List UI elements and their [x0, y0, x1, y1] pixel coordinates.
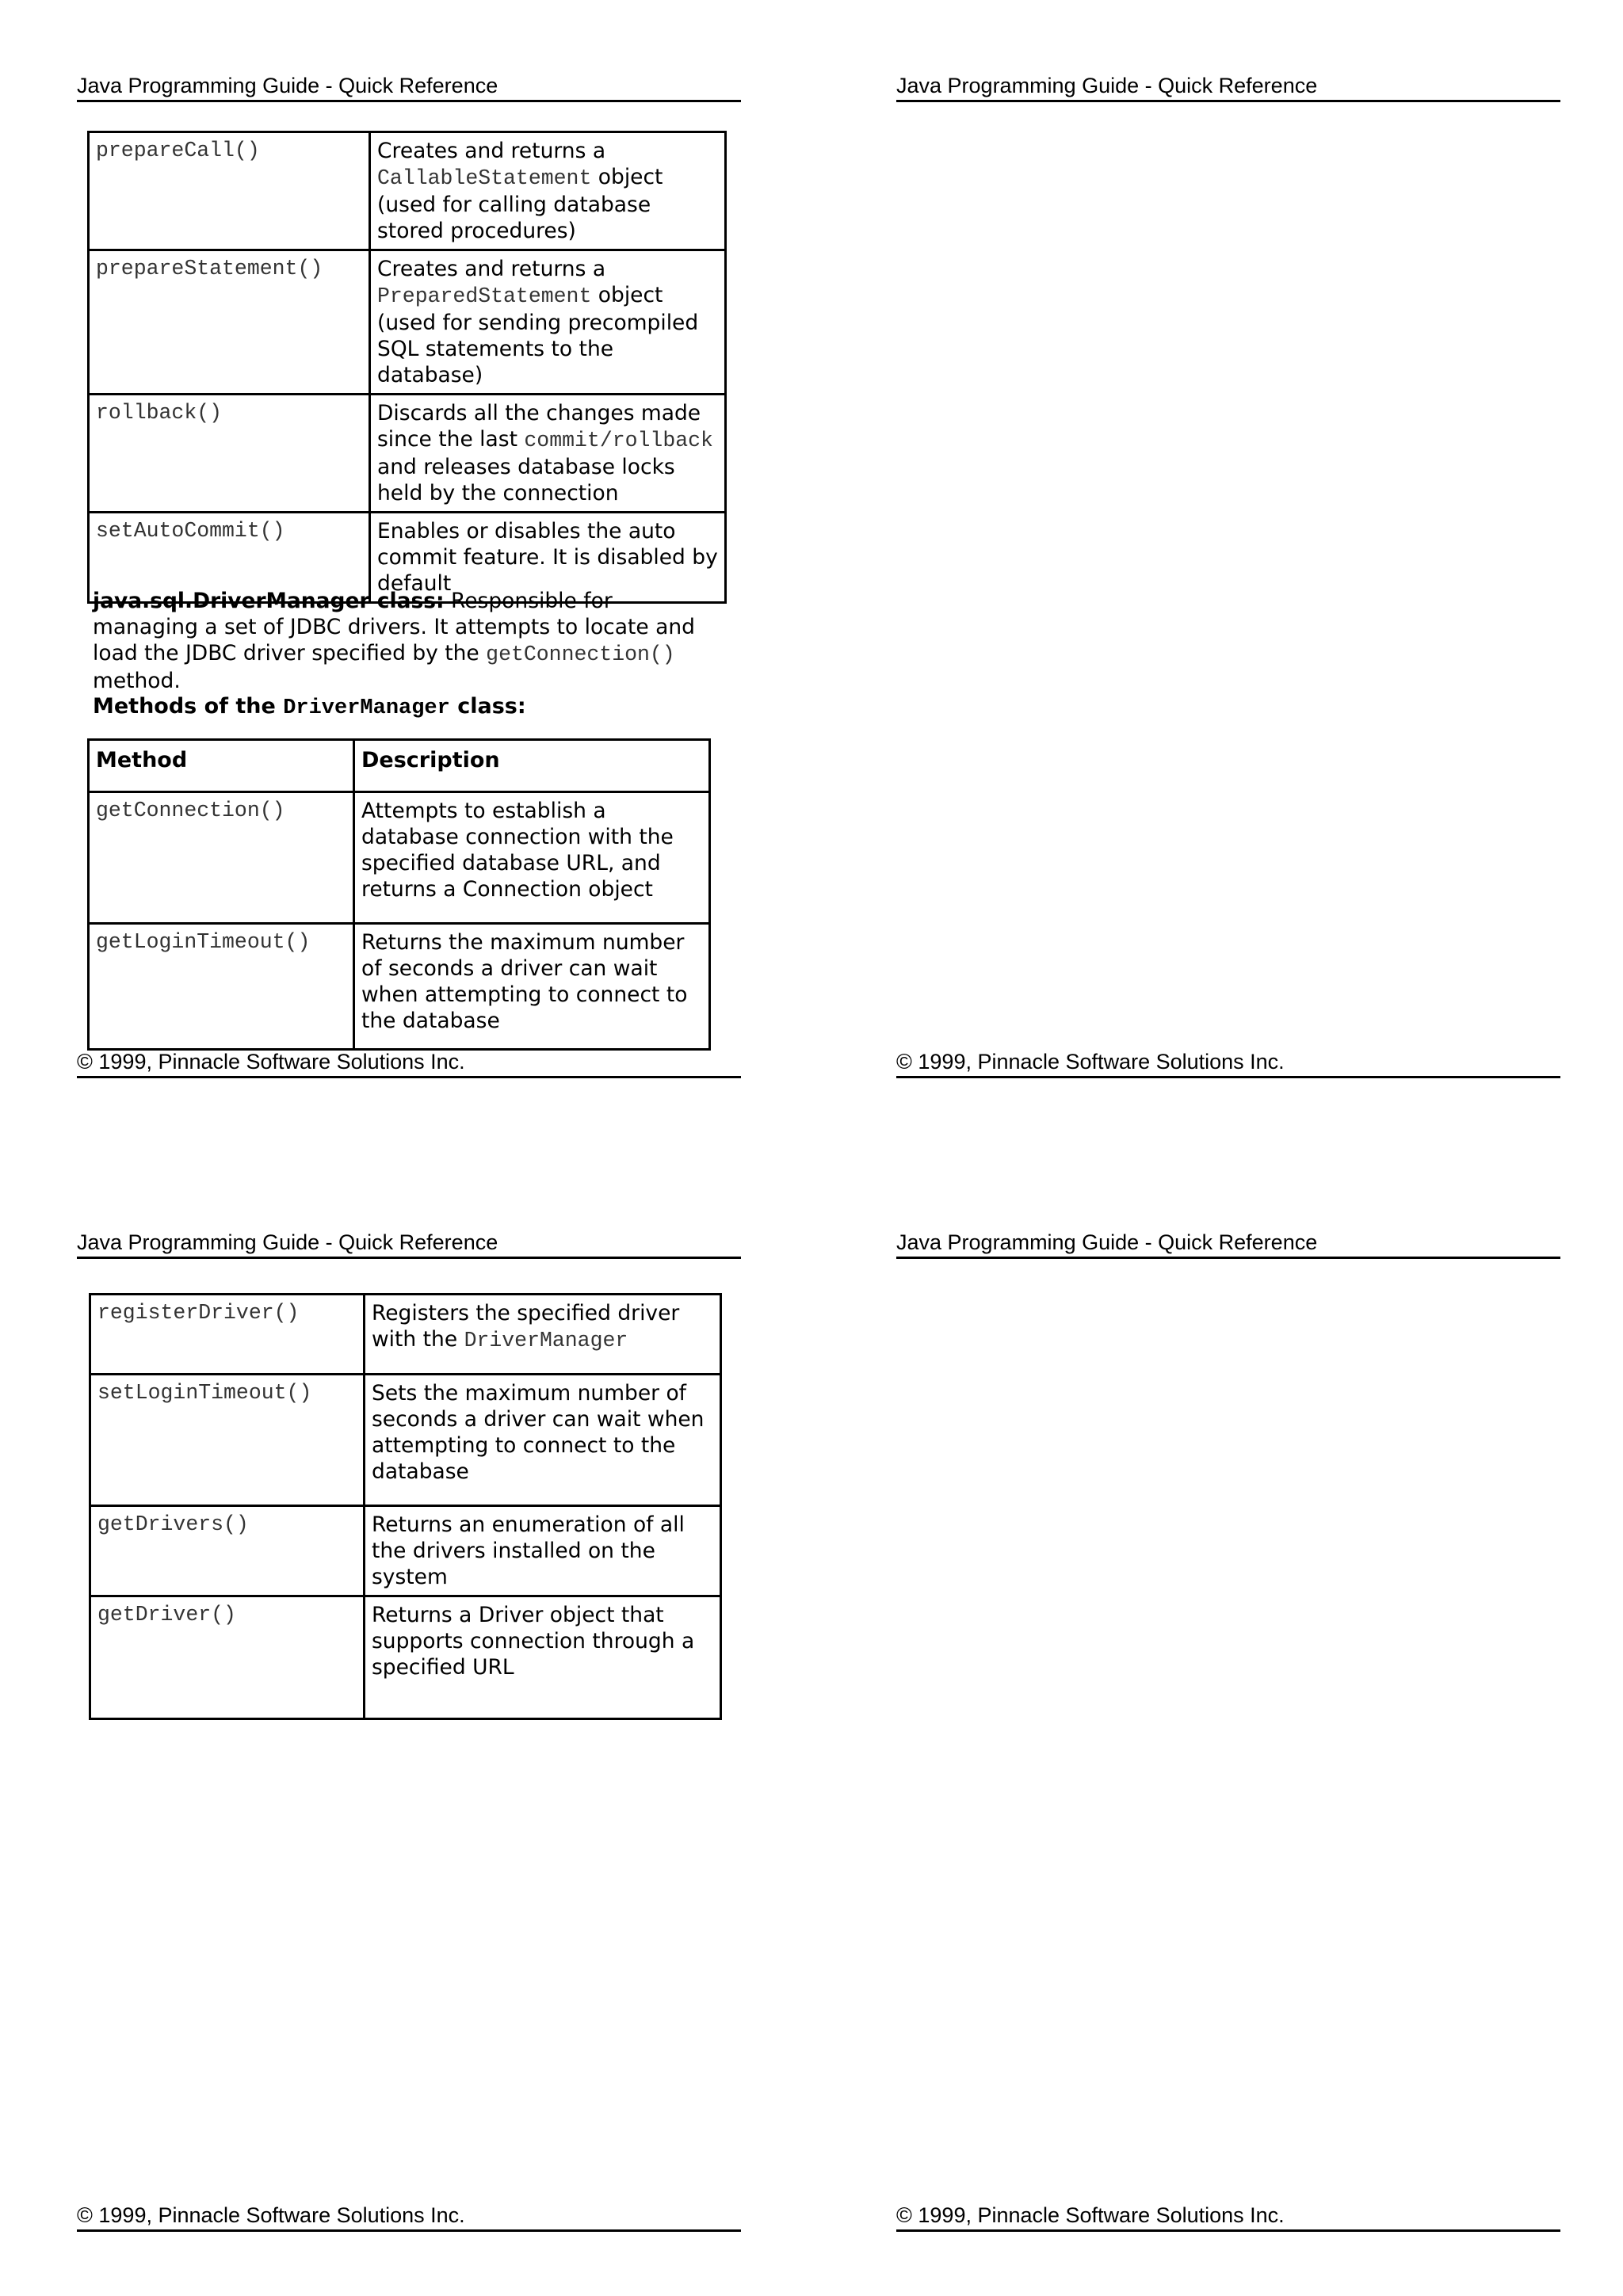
table-row [89, 395, 726, 513]
methods-heading: Methods of the DriverManager class: [93, 694, 526, 720]
page2-footer-text: © 1999, Pinnacle Software Solutions Inc. [896, 1050, 1285, 1074]
table-row [89, 250, 726, 395]
page4-header-text: Java Programming Guide - Quick Reference [896, 1230, 1318, 1254]
method-cell: setLoginTimeout() [90, 1375, 365, 1506]
description-cell: Returns the maximum number of seconds a driver can wait when attempting to connect to the database [354, 924, 710, 1050]
page1-header [77, 71, 741, 102]
method-cell: prepareCall() [89, 132, 370, 250]
table-header-row [89, 740, 710, 792]
description-cell: Creates and returns a CallableStatement object (used for calling database stored procedures) [370, 132, 726, 250]
column-header-description: Description [354, 740, 710, 792]
method-cell: getDriver() [90, 1596, 365, 1719]
method-cell: rollback() [89, 395, 370, 513]
column-header-method: Method [89, 740, 354, 792]
page2-header [896, 71, 1560, 102]
page1-footer-text: © 1999, Pinnacle Software Solutions Inc. [77, 1050, 465, 1074]
method-cell: getConnection() [89, 792, 354, 924]
page4-header [896, 1228, 1560, 1259]
drivermanager-methods-table-continued [89, 1293, 722, 1720]
method-cell: getDrivers() [90, 1506, 365, 1596]
page2-footer [896, 1047, 1560, 1078]
method-cell: prepareStatement() [89, 250, 370, 395]
table-row [89, 924, 710, 1050]
table-row [90, 1596, 721, 1719]
connection-methods-table [87, 131, 727, 604]
page2-header-text: Java Programming Guide - Quick Reference [896, 74, 1318, 97]
table-row [90, 1506, 721, 1596]
table-row [89, 792, 710, 924]
page1-header-text: Java Programming Guide - Quick Reference [77, 74, 498, 97]
description-cell: Sets the maximum number of seconds a driver can wait when attempting to connect to the database [365, 1375, 721, 1506]
page3-header [77, 1228, 741, 1259]
page3-footer [77, 2201, 741, 2232]
description-cell: Returns a Driver object that supports connection through a specified URL [365, 1596, 721, 1719]
drivermanager-title: java.sql.DriverManager class: [93, 589, 445, 613]
description-cell: Creates and returns a PreparedStatement object (used for sending precompiled SQL statements to the database) [370, 250, 726, 395]
drivermanager-methods-table [87, 738, 711, 1051]
table-row [90, 1295, 721, 1375]
page1-footer [77, 1047, 741, 1078]
description-cell: Enables or disables the auto commit feature. It is disabled by default [370, 513, 726, 603]
table-row [90, 1375, 721, 1506]
page4-footer [896, 2201, 1560, 2232]
description-cell: Attempts to establish a database connection with the specified database URL, and returns a Connection object [354, 792, 710, 924]
page3-footer-text: © 1999, Pinnacle Software Solutions Inc. [77, 2203, 465, 2227]
table-row [89, 132, 726, 250]
page4-footer-text: © 1999, Pinnacle Software Solutions Inc. [896, 2203, 1285, 2227]
method-cell: getLoginTimeout() [89, 924, 354, 1050]
page3-header-text: Java Programming Guide - Quick Reference [77, 1230, 498, 1254]
drivermanager-description: java.sql.DriverManager class: Responsible for managing a set of JDBC drivers. It attempts to locate and load the JDBC driver specified by the getConnection() method. [93, 589, 695, 693]
description-cell: Returns an enumeration of all the drivers installed on the system [365, 1506, 721, 1596]
method-cell: setAutoCommit() [89, 513, 370, 603]
method-cell: registerDriver() [90, 1295, 365, 1375]
description-cell: Discards all the changes made since the last commit/rollback and releases database locks held by the connection [370, 395, 726, 513]
description-cell: Registers the specified driver with the DriverManager [365, 1295, 721, 1375]
